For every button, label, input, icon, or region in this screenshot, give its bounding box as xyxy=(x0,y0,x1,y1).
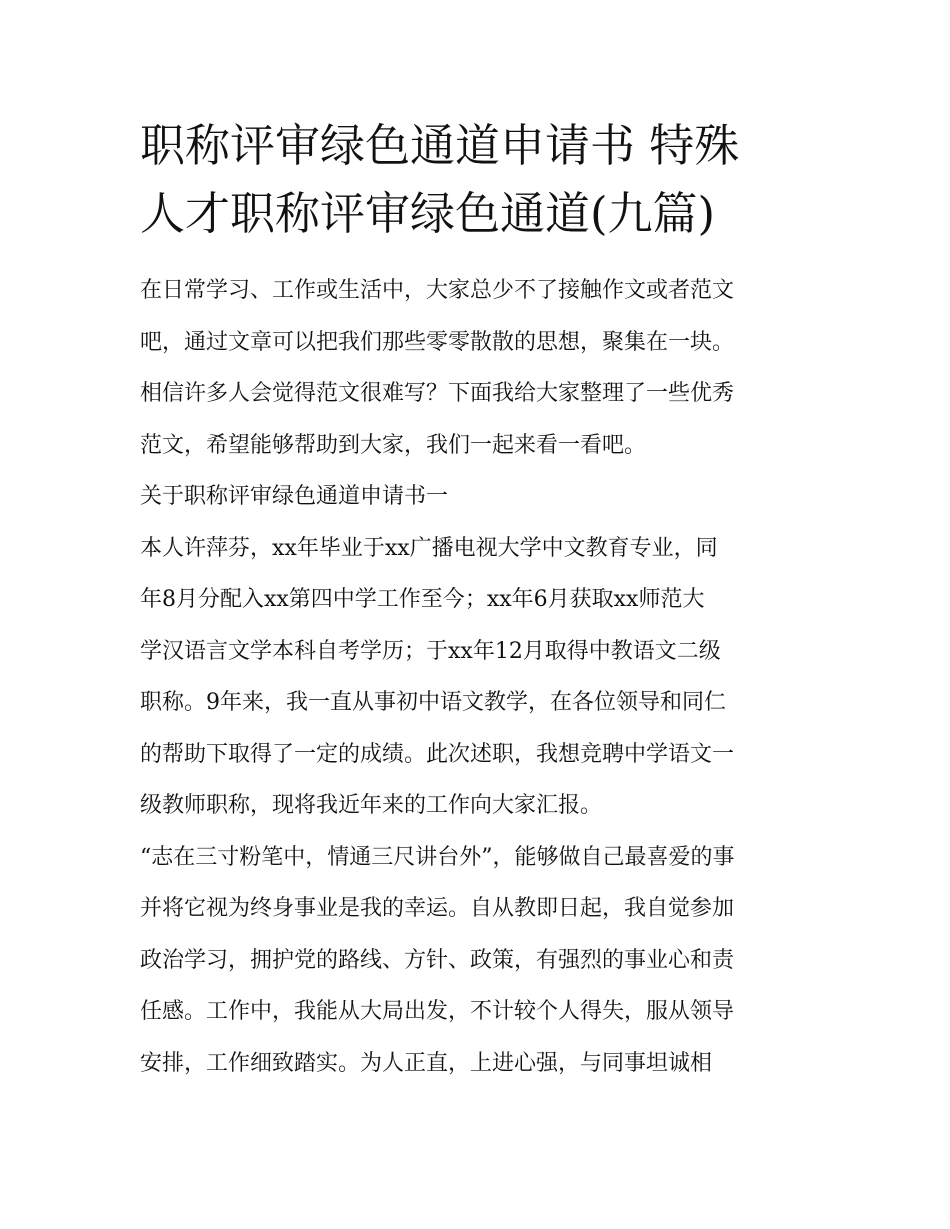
paragraph-1-line-2: 年8月分配入xx第四中学工作至今；xx年6月获取xx师范大 xyxy=(140,587,705,612)
paragraph-2-line-2: 并将它视为终身事业是我的幸运。自从教即日起，我自觉参加 xyxy=(140,896,735,921)
paragraph-2 xyxy=(140,839,820,1097)
intro-paragraph xyxy=(140,272,820,478)
paragraph-1-line-5: 的帮助下取得了一定的成绩。此次述职，我想竞聘中学语文一 xyxy=(140,741,735,767)
paragraph-2-line-4: 任感。工作中，我能从大局出发，不计较个人得失，服从领导 xyxy=(140,999,735,1024)
paragraph-2-line-5: 安排，工作细致踏实。为人正直，上进心强，与同事坦诚相 xyxy=(140,1050,713,1076)
document-title xyxy=(140,112,820,248)
paragraph-1-line-6: 级教师职称，现将我近年来的工作向大家汇报。 xyxy=(140,793,603,818)
intro-line-2: 吧，通过文章可以把我们那些零零散散的思想，聚集在一块。 xyxy=(140,329,735,355)
paragraph-1-line-4: 职称。9年来，我一直从事初中语文教学，在各位领导和同仁 xyxy=(140,690,726,715)
document-body xyxy=(140,272,820,1096)
intro-line-3: 相信许多人会觉得范文很难写？下面我给大家整理了一些优秀 xyxy=(140,381,735,406)
paragraph-2-line-3: 政治学习，拥护党的路线、方针、政策，有强烈的事业心和责 xyxy=(140,947,735,973)
title-line-1: 职称评审绿色通道申请书 特殊 xyxy=(140,119,740,172)
intro-line-4: 范文，希望能够帮助到大家，我们一起来看一看吧。 xyxy=(140,432,647,458)
paragraph-1 xyxy=(140,530,820,839)
paragraph-1-line-3: 学汉语言文学本科自考学历；于xx年12月取得中教语文二级 xyxy=(140,638,721,664)
title-line-2: 人才职称评审绿色通道(九篇) xyxy=(140,187,716,240)
paragraph-2-line-1: “志在三寸粉笔中，情通三尺讲台外”，能够做自己最喜爱的事 xyxy=(140,844,735,870)
intro-line-1: 在日常学习、工作或生活中，大家总少不了接触作文或者范文 xyxy=(140,278,735,303)
paragraph-1-line-1: 本人许萍芬，xx年毕业于xx广播电视大学中文教育专业，同 xyxy=(140,535,718,561)
section-heading: 关于职称评审绿色通道申请书一 xyxy=(140,484,449,509)
document-page xyxy=(140,112,820,1096)
